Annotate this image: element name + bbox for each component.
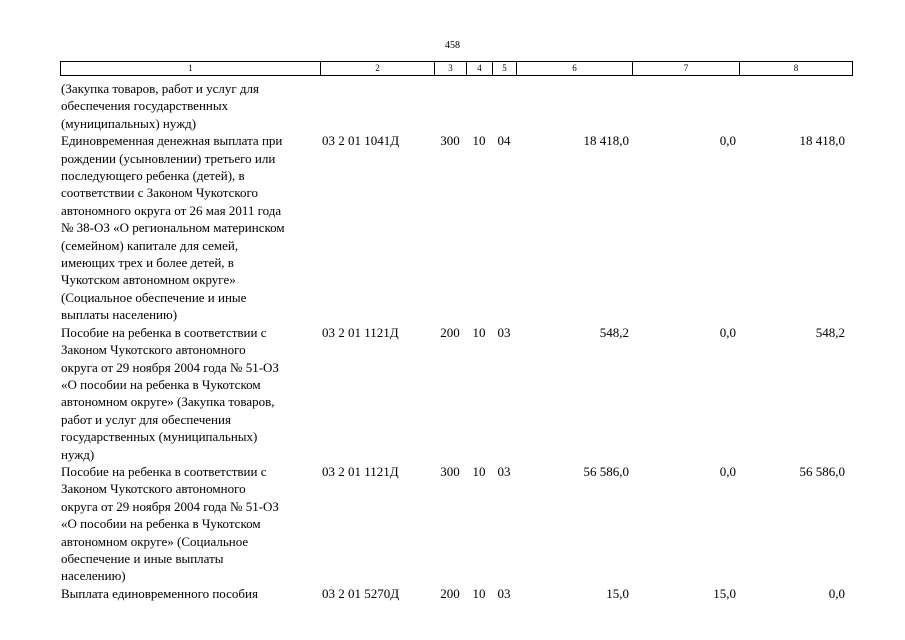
subsection-code: 04 <box>497 133 511 149</box>
table-header-row <box>60 61 853 76</box>
description-line: автономного округа от 26 мая 2011 года <box>61 202 282 218</box>
description-line: нужд) <box>61 446 95 462</box>
description-line: соответствии с Законом Чукотского <box>61 185 259 201</box>
target-article-code: 03 2 01 5270Д <box>322 585 400 601</box>
amount-col-7: 15,0 <box>713 585 736 601</box>
section-code: 10 <box>472 585 486 601</box>
amount-col-6: 15,0 <box>606 585 629 601</box>
table-row <box>60 585 853 602</box>
description-line: населению) <box>61 568 126 584</box>
description-line: № 38-ОЗ «О региональном материнском <box>61 220 285 236</box>
expense-type-code: 300 <box>440 133 460 149</box>
description-line: имеющих трех и более детей, в <box>61 255 234 271</box>
target-article-code: 03 2 01 1041Д <box>322 133 400 149</box>
row-description <box>60 132 320 323</box>
description-line: обеспечение и иные выплаты <box>61 550 224 566</box>
description-line: «О пособии на ребенка в Чукотском <box>61 516 261 532</box>
subsection-code: 03 <box>497 324 511 340</box>
description-line: работ и услуг для обеспечения <box>61 411 231 427</box>
description-line: Законом Чукотского автономного <box>61 342 246 358</box>
description-line: (Социальное обеспечение и иные <box>61 289 247 305</box>
expense-type-code: 200 <box>440 585 460 601</box>
description-line: Пособие на ребенка в соответствии с <box>61 463 267 479</box>
column-header-8: 8 <box>793 63 799 73</box>
description-line: (Закупка товаров, работ и услуг для <box>61 81 259 96</box>
description-line: автономном округе» (Закупка товаров, <box>61 394 275 410</box>
description-line: государственных (муниципальных) <box>61 429 258 445</box>
column-header-2: 2 <box>321 62 435 75</box>
expense-type-code: 300 <box>440 463 460 479</box>
row-description <box>60 80 320 132</box>
amount-col-6: 548,2 <box>599 324 629 340</box>
description-line: Законом Чукотского автономного <box>61 481 246 497</box>
column-header-4: 4 <box>467 62 493 75</box>
column-header-7: 7 <box>633 62 740 75</box>
row-description <box>60 585 320 602</box>
target-article-code: 03 2 01 1121Д <box>322 324 399 340</box>
description-line: округа от 29 ноября 2004 года № 51-ОЗ <box>61 498 279 514</box>
description-line: Пособие на ребенка в соответствии с <box>61 324 267 340</box>
amount-col-8: 548,2 <box>815 324 845 340</box>
target-article-code: 03 2 01 1121Д <box>322 463 399 479</box>
section-code: 10 <box>472 133 486 149</box>
description-line: «О пособии на ребенка в Чукотском <box>61 376 261 392</box>
budget-table <box>60 80 853 602</box>
amount-col-8: 18 418,0 <box>799 133 845 149</box>
subsection-code: 03 <box>497 463 511 479</box>
amount-col-7: 0,0 <box>719 133 736 149</box>
page-number: 458 <box>445 40 460 51</box>
table-row <box>60 463 853 585</box>
description-line: Единовременная денежная выплата при <box>61 133 283 149</box>
description-line: выплаты населению) <box>61 307 178 323</box>
amount-col-7: 0,0 <box>719 324 736 340</box>
section-code: 10 <box>472 463 486 479</box>
section-code: 10 <box>472 324 486 340</box>
description-line: последующего ребенка (детей), в <box>61 168 245 184</box>
description-line: Выплата единовременного пособия <box>61 585 258 601</box>
row-description <box>60 463 320 585</box>
column-header-6: 6 <box>517 62 633 75</box>
description-line: рождении (усыновлении) третьего или <box>61 150 276 166</box>
table-row <box>60 132 853 323</box>
description-line: обеспечения государственных <box>61 98 229 114</box>
amount-col-8: 0,0 <box>828 585 845 601</box>
description-line: округа от 29 ноября 2004 года № 51-ОЗ <box>61 359 279 375</box>
amount-col-6: 18 418,0 <box>583 133 629 149</box>
amount-col-8: 56 586,0 <box>799 463 845 479</box>
amount-col-6: 56 586,0 <box>583 463 629 479</box>
table-row <box>60 80 853 132</box>
expense-type-code: 200 <box>440 324 460 340</box>
description-line: Чукотском автономном округе» <box>61 272 236 288</box>
description-line: автономном округе» (Социальное <box>61 533 249 549</box>
description-line: (семейном) капитале для семей, <box>61 237 239 253</box>
table-row <box>60 324 853 463</box>
row-description <box>60 324 320 463</box>
description-line: (муниципальных) нужд) <box>61 115 197 131</box>
column-header-1: 1 <box>61 62 321 75</box>
column-header-5: 5 <box>493 62 517 75</box>
amount-col-7: 0,0 <box>719 463 736 479</box>
subsection-code: 03 <box>497 585 511 601</box>
column-header-3: 3 <box>435 62 467 75</box>
